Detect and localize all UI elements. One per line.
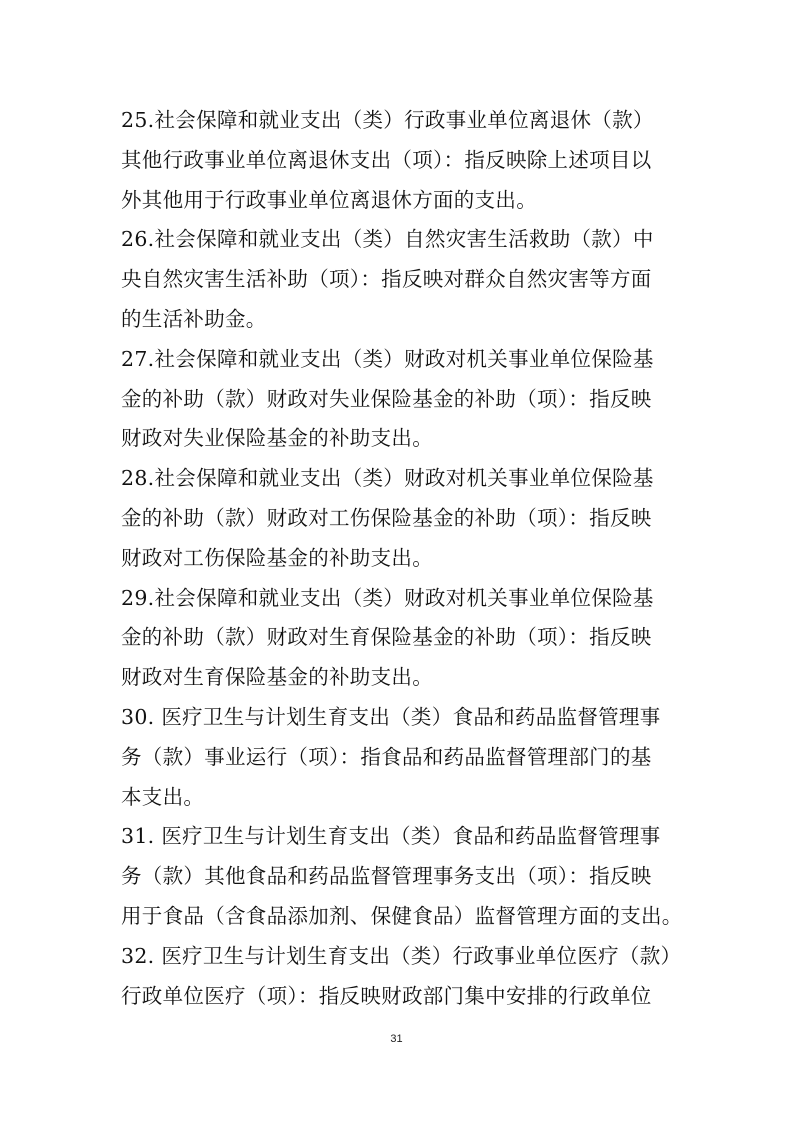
text-line: 外其他用于行政事业单位离退休方面的支出。	[121, 187, 537, 212]
text-line: 金的补助（款）财政对失业保险基金的补助（项）：指反映	[121, 386, 652, 411]
text-line: 32. 医疗卫生与计划生育支出（类）行政事业单位医疗（款）	[121, 943, 682, 968]
text-line: 务（款）事业运行（项）：指食品和药品监督管理部门的基	[121, 744, 652, 769]
text-line: 30. 医疗卫生与计划生育支出（类）食品和药品监督管理事	[121, 704, 661, 729]
text-line: 用于食品（含食品添加剂、保健食品）监督管理方面的支出。	[121, 903, 683, 928]
text-line: 务（款）其他食品和药品监督管理事务支出（项）：指反映	[121, 864, 652, 889]
text-line: 27.社会保障和就业支出（类）财政对机关事业单位保险基	[121, 346, 654, 371]
text-line: 金的补助（款）财政对工伤保险基金的补助（项）：指反映	[121, 505, 652, 530]
text-line: 29.社会保障和就业支出（类）财政对机关事业单位保险基	[121, 585, 654, 610]
text-line: 金的补助（款）财政对生育保险基金的补助（项）：指反映	[121, 625, 652, 650]
text-line: 财政对工伤保险基金的补助支出。	[121, 545, 433, 570]
text-line: 的生活补助金。	[121, 306, 267, 331]
text-line: 央自然灾害生活补助（项）：指反映对群众自然灾害等方面	[121, 267, 652, 292]
page-number: 31	[390, 1033, 403, 1045]
text-line: 行政单位医疗（项）：指反映财政部门集中安排的行政单位	[121, 983, 652, 1008]
text-line: 26.社会保障和就业支出（类）自然灾害生活救助（款）中	[121, 227, 654, 252]
text-line: 财政对生育保险基金的补助支出。	[121, 665, 433, 690]
text-line: 25.社会保障和就业支出（类）行政事业单位离退休（款）	[121, 108, 654, 132]
text-line: 31. 医疗卫生与计划生育支出（类）食品和药品监督管理事	[121, 824, 661, 849]
text-line: 其他行政事业单位离退休支出（项）：指反映除上述项目以	[121, 147, 652, 172]
text-line: 本支出。	[121, 784, 205, 809]
body-text	[121, 101, 681, 1016]
text-line: 财政对失业保险基金的补助支出。	[121, 426, 433, 451]
text-line: 28.社会保障和就业支出（类）财政对机关事业单位保险基	[121, 466, 654, 491]
